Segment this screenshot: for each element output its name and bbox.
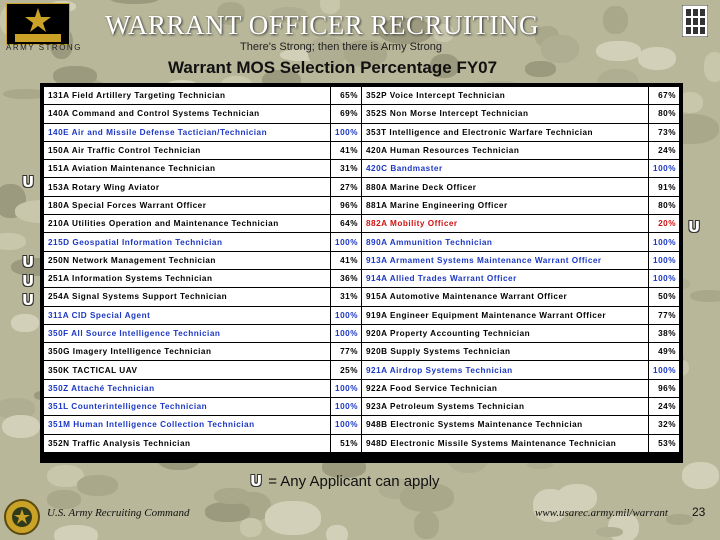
selection-percent-cell: 100% — [331, 398, 361, 415]
table-row — [44, 343, 679, 360]
selection-percent-cell: 80% — [649, 105, 679, 122]
selection-percent-cell: 96% — [331, 197, 361, 214]
mos-name-cell: 350K TACTICAL UAV — [44, 361, 330, 378]
mos-table — [40, 83, 683, 463]
mos-name-cell: 250N Network Management Technician — [44, 252, 330, 269]
selection-percent-cell: 100% — [331, 325, 361, 342]
any-applicant-icon: U — [22, 173, 35, 191]
table-row — [44, 124, 679, 141]
table-row — [44, 435, 679, 452]
table-row — [44, 105, 679, 122]
mos-name-cell: 890A Ammunition Technician — [362, 233, 648, 250]
mos-name-cell: 210A Utilities Operation and Maintenance Technician — [44, 215, 330, 232]
selection-percent-cell: 100% — [331, 380, 361, 397]
selection-percent-cell: 25% — [331, 361, 361, 378]
selection-percent-cell: 41% — [331, 252, 361, 269]
mos-name-cell: 251A Information Systems Technician — [44, 270, 330, 287]
selection-percent-cell: 24% — [649, 142, 679, 159]
selection-percent-cell: 100% — [649, 270, 679, 287]
selection-percent-cell: 32% — [649, 416, 679, 433]
table-row — [44, 233, 679, 250]
selection-percent-cell: 96% — [649, 380, 679, 397]
mos-name-cell: 151A Aviation Maintenance Technician — [44, 160, 330, 177]
selection-percent-cell: 31% — [331, 288, 361, 305]
selection-percent-cell: 50% — [649, 288, 679, 305]
selection-percent-cell: 77% — [331, 343, 361, 360]
page-subtitle: Warrant MOS Selection Percentage FY07 — [168, 58, 498, 77]
selection-percent-cell: 91% — [649, 178, 679, 195]
mos-name-cell: 352S Non Morse Intercept Technician — [362, 105, 648, 122]
tagline: There's Strong; then there is Army Strong — [240, 41, 443, 53]
mos-name-cell: 180A Special Forces Warrant Officer — [44, 197, 330, 214]
selection-percent-cell: 64% — [331, 215, 361, 232]
table-row — [44, 142, 679, 159]
mos-name-cell: 350F All Source Intelligence Technician — [44, 325, 330, 342]
selection-percent-cell: 73% — [649, 124, 679, 141]
table-row — [44, 325, 679, 342]
page-number: 23 — [692, 505, 706, 519]
table-row — [44, 416, 679, 433]
table-row — [44, 87, 679, 104]
mos-name-cell: 254A Signal Systems Support Technician — [44, 288, 330, 305]
table-row — [44, 197, 679, 214]
mos-name-cell: 140E Air and Missile Defense Tactician/Technician — [44, 124, 330, 141]
table-row — [44, 270, 679, 287]
selection-percent-cell: 100% — [331, 307, 361, 324]
selection-percent-cell: 77% — [649, 307, 679, 324]
mos-name-cell: 948D Electronic Missile Systems Maintenance Technician — [362, 435, 648, 452]
selection-percent-cell: 38% — [649, 325, 679, 342]
selection-percent-cell: 69% — [331, 105, 361, 122]
mos-name-cell: 882A Mobility Officer — [362, 215, 648, 232]
selection-percent-cell: 100% — [331, 233, 361, 250]
selection-percent-cell: 100% — [649, 361, 679, 378]
selection-percent-cell: 100% — [649, 233, 679, 250]
grid-icon — [682, 5, 708, 37]
any-applicant-icon: U — [22, 291, 35, 309]
table-row — [44, 178, 679, 195]
any-applicant-icon: U — [22, 272, 35, 290]
mos-name-cell: 131A Field Artillery Targeting Technician — [44, 87, 330, 104]
logo-tagline: ARMY STRONG — [6, 43, 82, 52]
legend — [250, 472, 440, 490]
mos-name-cell: 352N Traffic Analysis Technician — [44, 435, 330, 452]
selection-percent-cell: 31% — [331, 160, 361, 177]
mos-name-cell: 215D Geospatial Information Technician — [44, 233, 330, 250]
mos-name-cell: 153A Rotary Wing Aviator — [44, 178, 330, 195]
table-row — [44, 215, 679, 232]
mos-name-cell: 350G Imagery Intelligence Technician — [44, 343, 330, 360]
page-title: WARRANT OFFICER RECRUITING — [105, 10, 540, 40]
selection-percent-cell: 100% — [331, 124, 361, 141]
selection-percent-cell: 100% — [331, 416, 361, 433]
mos-name-cell: 915A Automotive Maintenance Warrant Officer — [362, 288, 648, 305]
mos-name-cell: 350Z Attaché Technician — [44, 380, 330, 397]
footer-url[interactable]: www.usarec.army.mil/warrant — [535, 507, 668, 519]
mos-name-cell: 913A Armament Systems Maintenance Warrant Officer — [362, 252, 648, 269]
legend-text: = Any Applicant can apply — [268, 473, 440, 490]
selection-percent-cell: 53% — [649, 435, 679, 452]
table-row — [44, 288, 679, 305]
mos-name-cell: 948B Electronic Systems Maintenance Technician — [362, 416, 648, 433]
mos-name-cell: 353T Intelligence and Electronic Warfare Technician — [362, 124, 648, 141]
selection-percent-cell: 24% — [649, 398, 679, 415]
mos-name-cell: 420A Human Resources Technician — [362, 142, 648, 159]
table-row — [44, 252, 679, 269]
table-row — [44, 380, 679, 397]
selection-percent-cell: 80% — [649, 197, 679, 214]
mos-name-cell: 881A Marine Engineering Officer — [362, 197, 648, 214]
any-applicant-icon: U — [22, 253, 35, 271]
any-applicant-icon: U — [250, 472, 263, 490]
mos-name-cell: 919A Engineer Equipment Maintenance Warrant Officer — [362, 307, 648, 324]
army-recruiting-seal — [3, 497, 41, 537]
mos-name-cell: 352P Voice Intercept Technician — [362, 87, 648, 104]
army-logo — [6, 3, 70, 45]
mos-name-cell: 351L Counterintelligence Technician — [44, 398, 330, 415]
mos-name-cell: 140A Command and Control Systems Technician — [44, 105, 330, 122]
selection-percent-cell: 27% — [331, 178, 361, 195]
selection-percent-cell: 36% — [331, 270, 361, 287]
selection-percent-cell: 65% — [331, 87, 361, 104]
mos-name-cell: 920B Supply Systems Technician — [362, 343, 648, 360]
mos-name-cell: 923A Petroleum Systems Technician — [362, 398, 648, 415]
table-row — [44, 398, 679, 415]
table-row — [44, 361, 679, 378]
mos-name-cell: 150A Air Traffic Control Technician — [44, 142, 330, 159]
selection-percent-cell: 100% — [649, 252, 679, 269]
selection-percent-cell: 49% — [649, 343, 679, 360]
mos-name-cell: 420C Bandmaster — [362, 160, 648, 177]
table-row — [44, 307, 679, 324]
mos-name-cell: 351M Human Intelligence Collection Technician — [44, 416, 330, 433]
mos-name-cell: 920A Property Accounting Technician — [362, 325, 648, 342]
table-row — [44, 160, 679, 177]
mos-name-cell: 311A CID Special Agent — [44, 307, 330, 324]
footer-organization: U.S. Army Recruiting Command — [47, 507, 190, 519]
selection-percent-cell: 20% — [649, 215, 679, 232]
mos-name-cell: 921A Airdrop Systems Technician — [362, 361, 648, 378]
mos-name-cell: 914A Allied Trades Warrant Officer — [362, 270, 648, 287]
selection-percent-cell: 41% — [331, 142, 361, 159]
mos-name-cell: 880A Marine Deck Officer — [362, 178, 648, 195]
mos-name-cell: 922A Food Service Technician — [362, 380, 648, 397]
selection-percent-cell: 67% — [649, 87, 679, 104]
selection-percent-cell: 51% — [331, 435, 361, 452]
selection-percent-cell: 100% — [649, 160, 679, 177]
any-applicant-icon: U — [688, 218, 701, 236]
